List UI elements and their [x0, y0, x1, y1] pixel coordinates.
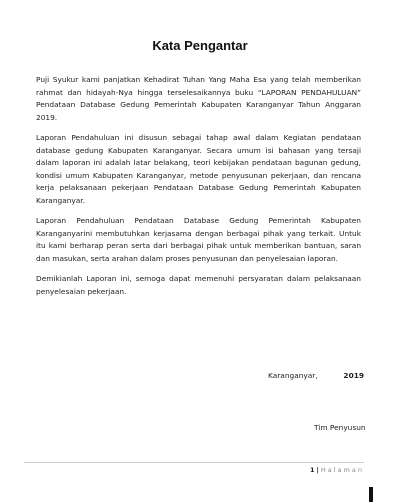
- page-footer: [310, 466, 364, 474]
- paragraph-4: Demikianlah Laporan ini, semoga dapat memenuhi persyaratan dalam pelaksanaan penyelesaian pekerjaan.: [36, 274, 361, 296]
- text-cursor: [369, 487, 373, 502]
- footer-divider: [24, 462, 364, 463]
- paragraph-2: Laporan Pendahuluan ini disusun sebagai tahap awal dalam Kegiatan pendataan database gedung Kabupaten Karanganyar. Secara umum isi bahasan yang tersaji dalam laporan ini adalah latar belakang, teori kebijakan pendataan bagunan gedung, kondisi umum Kabupaten Karanganyar, metode penyusunan pekerjaan, dan rencana kerja pelaksanaan pekerjaan Pendataan Database Gedung Pemerintah Kabupaten Karanganyar.: [36, 133, 361, 205]
- year-text: 2019: [343, 371, 364, 380]
- page-number: 1: [309, 466, 315, 474]
- paragraph-3: Laporan Pendahuluan Pendataan Database Gedung Pemerintah Kabupaten Karanganyarini membutuhkan kerjasama dengan berbagai pihak yang terkait. Untuk itu kami berharap peran serta dari berbagai pihak untuk memberikan bantuan, saran dan masukan, serta arahan dalam proses penyusunan dan penyelesaian laporan.: [36, 216, 361, 263]
- place-text: Karanganyar,: [268, 371, 318, 380]
- signature: Tim Penyusun: [314, 423, 366, 432]
- page-label: Halaman: [320, 466, 364, 474]
- place-date: [268, 371, 364, 380]
- paragraph-1: Puji Syukur kami panjatkan Kehadirat Tuhan Yang Maha Esa yang telah memberikan rahmat dan hidayah-Nya hingga terselesaikannya buku “LAPORAN PENDAHULUAN” Pendataan Database Gedung Pemerintah Kabupaten Karanganyar Tahun Anggaran 2019.: [36, 75, 361, 122]
- document-body: [36, 74, 361, 298]
- page-title: Kata Pengantar: [152, 38, 248, 53]
- footer-separator: |: [316, 466, 319, 474]
